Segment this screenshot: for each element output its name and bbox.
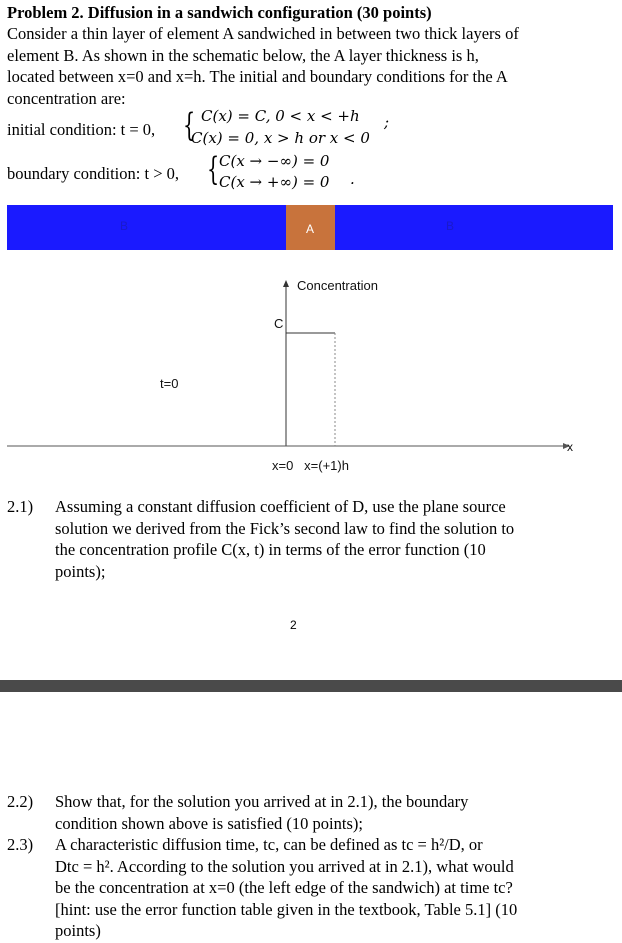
question-line: [hint: use the error function table given in the textbook, Table 5.1] (10 [55, 899, 518, 919]
question-2-2-number: 2.2) [7, 792, 34, 811]
layer-b-left-label: B [120, 219, 129, 233]
layer-b-left [7, 205, 286, 250]
question-line: Assuming a constant diffusion coefficient of D, use the plane source [55, 497, 506, 516]
problem-description [7, 23, 615, 109]
question-line: condition shown above is satisfied (10 points); [55, 813, 363, 833]
layer-a [286, 205, 335, 250]
time-label: t=0 [160, 376, 179, 391]
x-axis-label: x [567, 440, 573, 454]
layer-a-label: A [306, 222, 315, 236]
layer-b-right-label: B [446, 219, 455, 233]
question-line: points); [55, 561, 106, 581]
question-2-1-text [55, 496, 583, 582]
question-line: the concentration profile C(x, t) in terms of the error function (10 [55, 540, 486, 559]
description-line: Consider a thin layer of element A sandwiched in between two thick layers of [7, 24, 519, 43]
question-line: Dtc = h². According to the solution you arrived at in 2.1), what would [55, 856, 514, 876]
description-line: element B. As shown in the schematic below, the A layer thickness is h, [7, 45, 479, 65]
boundary-suffix: . [350, 170, 355, 188]
page-break-divider [0, 680, 622, 692]
initial-brace: { [183, 106, 196, 144]
question-line: Show that, for the solution you arrived at in 2.1), the boundary [55, 792, 469, 811]
question-2-2-text [55, 791, 583, 834]
description-line: located between x=0 and x=h. The initial and boundary conditions for the A [7, 67, 508, 86]
question-line: be the concentration at x=0 (the left edge of the sandwich) at time tc? [55, 878, 513, 897]
initial-equation-2: C(x) = 0, x > h or x < 0 [191, 129, 370, 147]
x-tick-labels: x=0 x=(+1)h [272, 458, 349, 473]
c-level-label: C [274, 316, 284, 331]
problem-title: Problem 2. Diffusion in a sandwich configuration (30 points) [7, 3, 432, 22]
boundary-equation-1: C(x → −∞) = 0 [219, 152, 330, 170]
question-2-3-number: 2.3) [7, 835, 34, 854]
boundary-condition-label: boundary condition: t > 0, [7, 164, 179, 183]
y-axis-arrow [283, 280, 289, 287]
layer-b-right [335, 205, 613, 250]
description-line: concentration are: [7, 88, 126, 108]
boundary-equation-2: C(x → +∞) = 0 [219, 173, 330, 191]
question-line: solution we derived from the Fick’s second law to find the solution to [55, 518, 515, 538]
question-line: A characteristic diffusion time, tc, can be defined as tc = h²/D, or [55, 835, 483, 854]
question-line: points) [55, 921, 101, 940]
question-2-1-number: 2.1) [7, 497, 34, 516]
concentration-plot [0, 270, 622, 480]
initial-suffix: ; [384, 113, 390, 131]
page-number: 2 [290, 618, 297, 632]
boundary-brace: { [207, 150, 220, 188]
y-axis-label: Concentration [297, 278, 378, 293]
initial-condition-label: initial condition: t = 0, [7, 120, 156, 139]
initial-equation-1: C(x) = C, 0 < x < +h [201, 107, 360, 125]
question-2-3-text [55, 834, 583, 942]
